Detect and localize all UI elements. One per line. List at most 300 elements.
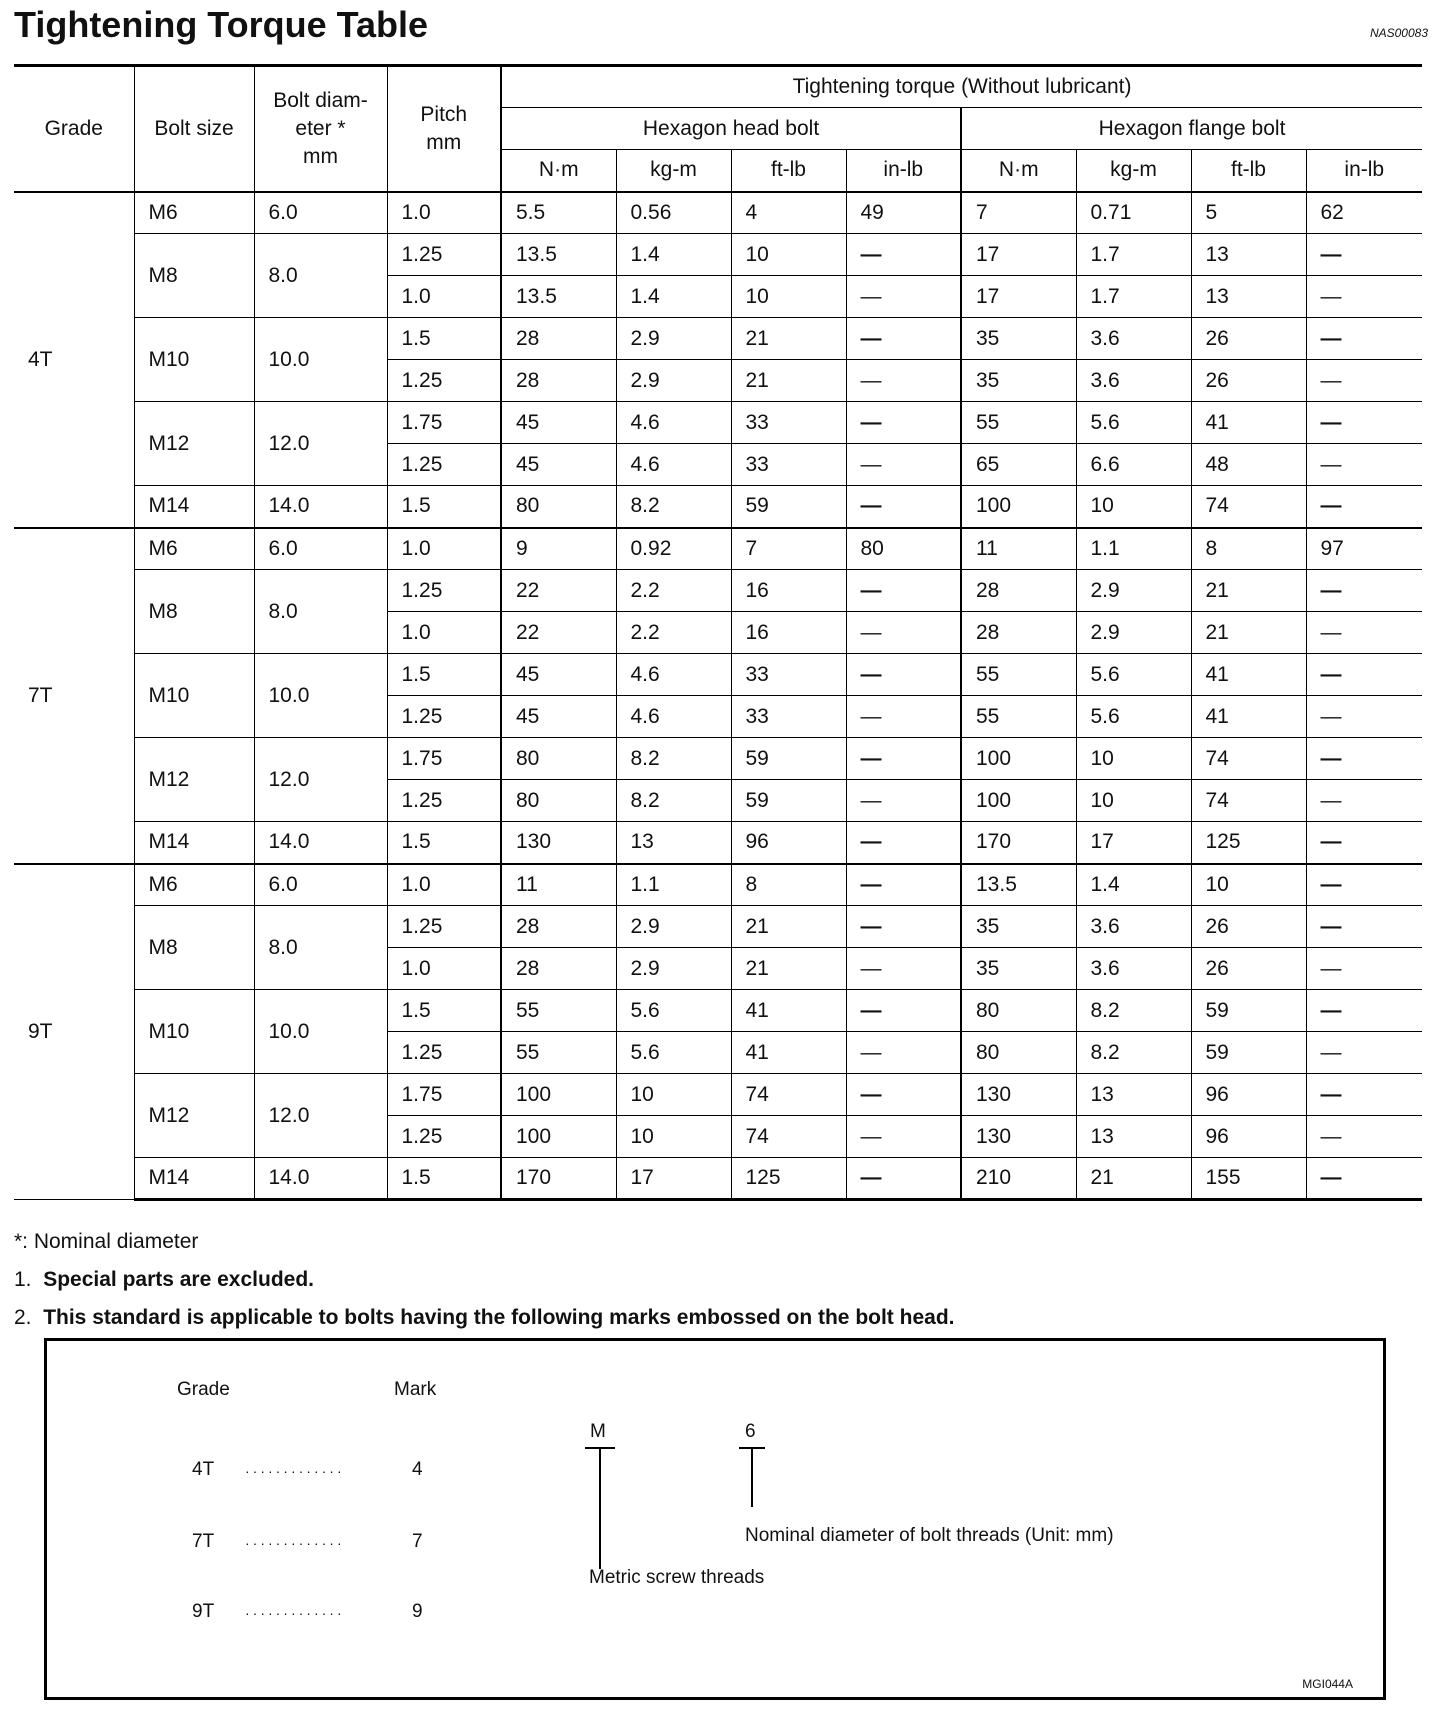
bolt-size-cell: M10 <box>134 654 254 738</box>
hex-head-value-cell: 13.5 <box>501 276 616 318</box>
hex-flange-value-cell: 26 <box>1191 906 1306 948</box>
table-row <box>14 570 1422 612</box>
hex-flange-value-cell: 80 <box>961 990 1076 1032</box>
hex-flange-value-cell: — <box>1306 234 1422 276</box>
header-unit: in-lb <box>1306 150 1422 192</box>
bolt-diameter-cell: 14.0 <box>254 1158 387 1200</box>
hex-flange-value-cell: 35 <box>961 360 1076 402</box>
table-row <box>14 822 1422 864</box>
hex-head-value-cell: 1.4 <box>616 276 731 318</box>
hex-head-value-cell: — <box>846 990 961 1032</box>
bolt-size-cell: M14 <box>134 822 254 864</box>
hex-head-value-cell: 4.6 <box>616 654 731 696</box>
bolt-diameter-cell: 10.0 <box>254 318 387 402</box>
hex-head-value-cell: 2.9 <box>616 318 731 360</box>
table-row <box>14 654 1422 696</box>
hex-head-value-cell: 4.6 <box>616 696 731 738</box>
hex-flange-value-cell: 1.1 <box>1076 528 1191 570</box>
hex-flange-value-cell: 28 <box>961 570 1076 612</box>
hex-head-value-cell: 5.6 <box>616 990 731 1032</box>
hex-flange-value-cell: 65 <box>961 444 1076 486</box>
hex-head-value-cell: 4.6 <box>616 444 731 486</box>
hex-head-value-cell: 170 <box>501 1158 616 1200</box>
bolt-marks-figure <box>44 1338 1386 1700</box>
hex-head-value-cell: — <box>846 570 961 612</box>
pitch-cell: 1.5 <box>387 486 501 528</box>
marks-mark: 4 <box>412 1459 423 1480</box>
note-number: 2. <box>14 1306 32 1329</box>
hex-flange-value-cell: — <box>1306 780 1422 822</box>
hex-head-value-cell: 28 <box>501 906 616 948</box>
page-title: Tightening Torque Table <box>14 4 428 45</box>
hex-flange-value-cell: 2.9 <box>1076 570 1191 612</box>
hex-flange-value-cell: 0.71 <box>1076 192 1191 234</box>
pitch-cell: 1.25 <box>387 696 501 738</box>
hex-head-value-cell: 80 <box>846 528 961 570</box>
bolt-diameter-cell: 12.0 <box>254 738 387 822</box>
header-unit: N·m <box>961 150 1076 192</box>
hex-flange-value-cell: 3.6 <box>1076 318 1191 360</box>
pitch-cell: 1.0 <box>387 864 501 906</box>
hex-head-value-cell: 1.4 <box>616 234 731 276</box>
nominal-label: Nominal diameter of bolt threads (Unit: mm) <box>745 1525 1114 1546</box>
hex-head-value-cell: 21 <box>731 360 846 402</box>
hex-head-value-cell: — <box>846 696 961 738</box>
hex-head-value-cell: 74 <box>731 1074 846 1116</box>
hex-head-value-cell: — <box>846 360 961 402</box>
hex-flange-value-cell: — <box>1306 906 1422 948</box>
bolt-size-cell: M10 <box>134 318 254 402</box>
note-1 <box>14 1268 314 1292</box>
hex-flange-value-cell: 48 <box>1191 444 1306 486</box>
hex-flange-value-cell: — <box>1306 1158 1422 1200</box>
header-unit: ft-lb <box>731 150 846 192</box>
hex-flange-value-cell: 170 <box>961 822 1076 864</box>
header-unit: kg-m <box>616 150 731 192</box>
hex-head-value-cell: 7 <box>731 528 846 570</box>
hex-head-value-cell: 28 <box>501 318 616 360</box>
grade-cell: 7T <box>14 528 134 864</box>
hex-flange-value-cell: 80 <box>961 1032 1076 1074</box>
hex-head-value-cell: 33 <box>731 402 846 444</box>
hex-head-value-cell: 33 <box>731 654 846 696</box>
bolt-size-cell: M8 <box>134 234 254 318</box>
hex-flange-value-cell: 13 <box>1076 1074 1191 1116</box>
bolt-diameter-cell: 10.0 <box>254 990 387 1074</box>
note-2 <box>14 1306 954 1330</box>
hex-flange-value-cell: — <box>1306 948 1422 990</box>
hex-head-value-cell: 41 <box>731 990 846 1032</box>
hex-head-value-cell: — <box>846 234 961 276</box>
hex-head-value-cell: 2.9 <box>616 948 731 990</box>
hex-head-value-cell: 45 <box>501 444 616 486</box>
pitch-cell: 1.5 <box>387 990 501 1032</box>
pitch-cell: 1.75 <box>387 738 501 780</box>
example-letter-leader <box>599 1447 601 1569</box>
hex-head-value-cell: 5.5 <box>501 192 616 234</box>
hex-flange-value-cell: — <box>1306 990 1422 1032</box>
hex-head-value-cell: — <box>846 1074 961 1116</box>
hex-head-value-cell: 11 <box>501 864 616 906</box>
bolt-diameter-cell: 8.0 <box>254 906 387 990</box>
pitch-cell: 1.25 <box>387 906 501 948</box>
hex-flange-value-cell: 74 <box>1191 780 1306 822</box>
bolt-size-cell: M6 <box>134 864 254 906</box>
pitch-cell: 1.25 <box>387 444 501 486</box>
hex-flange-value-cell: 26 <box>1191 948 1306 990</box>
hex-flange-value-cell: — <box>1306 360 1422 402</box>
table-row <box>14 318 1422 360</box>
hex-flange-value-cell: 41 <box>1191 696 1306 738</box>
hex-flange-value-cell: 17 <box>1076 822 1191 864</box>
hex-head-value-cell: 80 <box>501 738 616 780</box>
header-bolt-diameter: Bolt diam- eter * mm <box>254 66 387 192</box>
hex-flange-value-cell: 74 <box>1191 486 1306 528</box>
hex-flange-value-cell: 5.6 <box>1076 654 1191 696</box>
hex-flange-value-cell: 1.7 <box>1076 234 1191 276</box>
hex-flange-value-cell: 3.6 <box>1076 360 1191 402</box>
pitch-cell: 1.25 <box>387 234 501 276</box>
hex-head-value-cell: 22 <box>501 612 616 654</box>
pitch-cell: 1.0 <box>387 612 501 654</box>
header-unit: in-lb <box>846 150 961 192</box>
hex-head-value-cell: 16 <box>731 570 846 612</box>
bolt-diameter-cell: 14.0 <box>254 822 387 864</box>
table-row <box>14 1074 1422 1116</box>
footnote: *: Nominal diameter <box>14 1230 199 1253</box>
hex-flange-value-cell: 62 <box>1306 192 1422 234</box>
hex-flange-value-cell: 125 <box>1191 822 1306 864</box>
marks-mark: 9 <box>412 1601 423 1622</box>
hex-head-value-cell: 125 <box>731 1158 846 1200</box>
bolt-diameter-cell: 6.0 <box>254 864 387 906</box>
hex-head-value-cell: 80 <box>501 780 616 822</box>
hex-head-value-cell: 21 <box>731 318 846 360</box>
hex-head-value-cell: 16 <box>731 612 846 654</box>
hex-head-value-cell: 100 <box>501 1074 616 1116</box>
hex-head-value-cell: 96 <box>731 822 846 864</box>
hex-head-value-cell: — <box>846 654 961 696</box>
table-row <box>14 1158 1422 1200</box>
hex-flange-value-cell: 3.6 <box>1076 906 1191 948</box>
bolt-size-cell: M12 <box>134 1074 254 1158</box>
bolt-size-cell: M14 <box>134 486 254 528</box>
hex-flange-value-cell: 35 <box>961 948 1076 990</box>
bolt-diameter-cell: 12.0 <box>254 402 387 486</box>
pitch-cell: 1.5 <box>387 654 501 696</box>
bolt-size-cell: M6 <box>134 528 254 570</box>
hex-head-value-cell: 49 <box>846 192 961 234</box>
hex-head-value-cell: 10 <box>616 1116 731 1158</box>
table-row <box>14 528 1422 570</box>
hex-flange-value-cell: 5.6 <box>1076 402 1191 444</box>
marks-grade: 4T <box>192 1459 215 1480</box>
hex-head-value-cell: — <box>846 1158 961 1200</box>
hex-head-value-cell: 28 <box>501 360 616 402</box>
hex-head-value-cell: 130 <box>501 822 616 864</box>
hex-flange-value-cell: 59 <box>1191 1032 1306 1074</box>
table-row <box>14 486 1422 528</box>
hex-flange-value-cell: 13.5 <box>961 864 1076 906</box>
hex-flange-value-cell: 55 <box>961 654 1076 696</box>
hex-flange-value-cell: 130 <box>961 1074 1076 1116</box>
hex-flange-value-cell: 10 <box>1191 864 1306 906</box>
hex-head-value-cell: 59 <box>731 486 846 528</box>
hex-head-value-cell: — <box>846 738 961 780</box>
hex-flange-value-cell: 130 <box>961 1116 1076 1158</box>
hex-flange-value-cell: 35 <box>961 318 1076 360</box>
header-hex-flange: Hexagon flange bolt <box>961 108 1422 150</box>
marks-grade-header: Grade <box>177 1379 230 1400</box>
header-torque-group: Tightening torque (Without lubricant) <box>501 66 1422 108</box>
hex-head-value-cell: 4 <box>731 192 846 234</box>
marks-mark: 7 <box>412 1531 423 1552</box>
hex-head-value-cell: — <box>846 1032 961 1074</box>
hex-flange-value-cell: 100 <box>961 738 1076 780</box>
bolt-size-cell: M14 <box>134 1158 254 1200</box>
pitch-cell: 1.25 <box>387 1032 501 1074</box>
header-unit: N·m <box>501 150 616 192</box>
hex-flange-value-cell: — <box>1306 822 1422 864</box>
hex-flange-value-cell: 96 <box>1191 1116 1306 1158</box>
hex-head-value-cell: 10 <box>616 1074 731 1116</box>
bolt-diameter-cell: 14.0 <box>254 486 387 528</box>
hex-head-value-cell: 8.2 <box>616 780 731 822</box>
hex-flange-value-cell: 28 <box>961 612 1076 654</box>
hex-flange-value-cell: 8.2 <box>1076 1032 1191 1074</box>
bolt-size-cell: M12 <box>134 402 254 486</box>
hex-flange-value-cell: 41 <box>1191 402 1306 444</box>
hex-head-value-cell: — <box>846 612 961 654</box>
pitch-cell: 1.5 <box>387 822 501 864</box>
hex-flange-value-cell: 7 <box>961 192 1076 234</box>
note-text: Special parts are excluded. <box>43 1268 314 1291</box>
marks-leader: ············· <box>245 1605 345 1621</box>
hex-head-value-cell: 9 <box>501 528 616 570</box>
hex-flange-value-cell: — <box>1306 1032 1422 1074</box>
hex-flange-value-cell: — <box>1306 612 1422 654</box>
bolt-size-cell: M12 <box>134 738 254 822</box>
header-unit: kg-m <box>1076 150 1191 192</box>
hex-head-value-cell: 4.6 <box>616 402 731 444</box>
hex-flange-value-cell: 96 <box>1191 1074 1306 1116</box>
table-row <box>14 864 1422 906</box>
hex-flange-value-cell: — <box>1306 444 1422 486</box>
hex-flange-value-cell: 17 <box>961 276 1076 318</box>
hex-head-value-cell: 13.5 <box>501 234 616 276</box>
hex-flange-value-cell: — <box>1306 696 1422 738</box>
hex-head-value-cell: 0.92 <box>616 528 731 570</box>
table-row <box>14 234 1422 276</box>
header-unit: ft-lb <box>1191 150 1306 192</box>
hex-flange-value-cell: 35 <box>961 906 1076 948</box>
bolt-diameter-cell: 6.0 <box>254 528 387 570</box>
bolt-diameter-cell: 12.0 <box>254 1074 387 1158</box>
bolt-size-cell: M8 <box>134 906 254 990</box>
hex-head-value-cell: 2.2 <box>616 612 731 654</box>
hex-flange-value-cell: 8.2 <box>1076 990 1191 1032</box>
grade-cell: 9T <box>14 864 134 1200</box>
hex-head-value-cell: 80 <box>501 486 616 528</box>
hex-flange-value-cell: 1.4 <box>1076 864 1191 906</box>
torque-table <box>14 64 1422 1201</box>
example-number-leader <box>751 1447 753 1507</box>
hex-head-value-cell: — <box>846 864 961 906</box>
hex-head-value-cell: — <box>846 486 961 528</box>
hex-head-value-cell: 0.56 <box>616 192 731 234</box>
hex-flange-value-cell: 5.6 <box>1076 696 1191 738</box>
grade-cell: 4T <box>14 192 134 528</box>
hex-flange-value-cell: 74 <box>1191 738 1306 780</box>
marks-grade: 9T <box>192 1601 215 1622</box>
hex-flange-value-cell: 21 <box>1191 612 1306 654</box>
hex-flange-value-cell: — <box>1306 1074 1422 1116</box>
figure-id: MGI044A <box>1302 1677 1353 1691</box>
bolt-diameter-cell: 8.0 <box>254 234 387 318</box>
hex-head-value-cell: 55 <box>501 1032 616 1074</box>
hex-head-value-cell: 55 <box>501 990 616 1032</box>
marks-mark-header: Mark <box>394 1379 437 1400</box>
bolt-diameter-cell: 6.0 <box>254 192 387 234</box>
pitch-cell: 1.25 <box>387 360 501 402</box>
pitch-cell: 1.0 <box>387 528 501 570</box>
hex-flange-value-cell: 97 <box>1306 528 1422 570</box>
hex-head-value-cell: 59 <box>731 780 846 822</box>
hex-flange-value-cell: 10 <box>1076 486 1191 528</box>
hex-flange-value-cell: 100 <box>961 780 1076 822</box>
hex-head-value-cell: 41 <box>731 1032 846 1074</box>
hex-flange-value-cell: 13 <box>1076 1116 1191 1158</box>
hex-flange-value-cell: — <box>1306 570 1422 612</box>
hex-head-value-cell: 21 <box>731 906 846 948</box>
hex-flange-value-cell: 5 <box>1191 192 1306 234</box>
hex-flange-value-cell: 3.6 <box>1076 948 1191 990</box>
bolt-diameter-cell: 10.0 <box>254 654 387 738</box>
table-row <box>14 402 1422 444</box>
hex-flange-value-cell: 26 <box>1191 360 1306 402</box>
hex-head-value-cell: — <box>846 444 961 486</box>
marks-leader: ············· <box>245 1535 345 1551</box>
note-text: This standard is applicable to bolts having the following marks embossed on the bolt head. <box>43 1306 955 1329</box>
metric-label: Metric screw threads <box>589 1567 765 1588</box>
marks-leader: ············· <box>245 1463 345 1479</box>
hex-flange-value-cell: 59 <box>1191 990 1306 1032</box>
hex-flange-value-cell: 10 <box>1076 780 1191 822</box>
pitch-cell: 1.75 <box>387 1074 501 1116</box>
hex-flange-value-cell: — <box>1306 654 1422 696</box>
bolt-size-cell: M6 <box>134 192 254 234</box>
pitch-cell: 1.0 <box>387 948 501 990</box>
hex-head-value-cell: 2.2 <box>616 570 731 612</box>
hex-head-value-cell: 45 <box>501 696 616 738</box>
bolt-diameter-cell: 8.0 <box>254 570 387 654</box>
table-row <box>14 738 1422 780</box>
pitch-cell: 1.5 <box>387 1158 501 1200</box>
example-letter: M <box>590 1421 606 1442</box>
marks-grade: 7T <box>192 1531 215 1552</box>
example-number: 6 <box>745 1421 756 1442</box>
hex-flange-value-cell: 155 <box>1191 1158 1306 1200</box>
hex-head-value-cell: 74 <box>731 1116 846 1158</box>
hex-head-value-cell: 5.6 <box>616 1032 731 1074</box>
pitch-cell: 1.0 <box>387 276 501 318</box>
hex-head-value-cell: 2.9 <box>616 360 731 402</box>
hex-head-value-cell: 45 <box>501 402 616 444</box>
hex-head-value-cell: 1.1 <box>616 864 731 906</box>
hex-head-value-cell: 22 <box>501 570 616 612</box>
hex-flange-value-cell: 6.6 <box>1076 444 1191 486</box>
pitch-cell: 1.0 <box>387 192 501 234</box>
hex-head-value-cell: 28 <box>501 948 616 990</box>
hex-flange-value-cell: 21 <box>1191 570 1306 612</box>
pitch-cell: 1.25 <box>387 1116 501 1158</box>
hex-flange-value-cell: 13 <box>1191 276 1306 318</box>
hex-head-value-cell: — <box>846 822 961 864</box>
hex-head-value-cell: 2.9 <box>616 906 731 948</box>
pitch-cell: 1.25 <box>387 570 501 612</box>
hex-flange-value-cell: 13 <box>1191 234 1306 276</box>
hex-flange-value-cell: 11 <box>961 528 1076 570</box>
hex-head-value-cell: 8.2 <box>616 738 731 780</box>
table-row <box>14 192 1422 234</box>
hex-flange-value-cell: 55 <box>961 696 1076 738</box>
bolt-size-cell: M8 <box>134 570 254 654</box>
hex-head-value-cell: 13 <box>616 822 731 864</box>
hex-flange-value-cell: — <box>1306 1116 1422 1158</box>
hex-flange-value-cell: — <box>1306 276 1422 318</box>
hex-flange-value-cell: — <box>1306 402 1422 444</box>
hex-head-value-cell: — <box>846 402 961 444</box>
header-pitch: Pitch mm <box>387 66 501 192</box>
hex-flange-value-cell: — <box>1306 318 1422 360</box>
table-row <box>14 906 1422 948</box>
hex-head-value-cell: 10 <box>731 276 846 318</box>
hex-head-value-cell: 10 <box>731 234 846 276</box>
hex-flange-value-cell: 8 <box>1191 528 1306 570</box>
bolt-size-cell: M10 <box>134 990 254 1074</box>
hex-head-value-cell: — <box>846 1116 961 1158</box>
hex-flange-value-cell: — <box>1306 486 1422 528</box>
doc-id: NAS00083 <box>1369 26 1428 40</box>
hex-head-value-cell: 33 <box>731 444 846 486</box>
note-number: 1. <box>14 1268 32 1291</box>
hex-flange-value-cell: 41 <box>1191 654 1306 696</box>
table-row <box>14 990 1422 1032</box>
hex-head-value-cell: 100 <box>501 1116 616 1158</box>
hex-head-value-cell: 8 <box>731 864 846 906</box>
hex-head-value-cell: 59 <box>731 738 846 780</box>
hex-head-value-cell: 45 <box>501 654 616 696</box>
torque-table-body <box>14 192 1422 1200</box>
hex-head-value-cell: — <box>846 276 961 318</box>
hex-head-value-cell: — <box>846 318 961 360</box>
hex-head-value-cell: — <box>846 948 961 990</box>
header-hex-head: Hexagon head bolt <box>501 108 961 150</box>
header-grade: Grade <box>14 66 134 192</box>
hex-flange-value-cell: 26 <box>1191 318 1306 360</box>
hex-flange-value-cell: 55 <box>961 402 1076 444</box>
hex-flange-value-cell: 17 <box>961 234 1076 276</box>
hex-head-value-cell: 8.2 <box>616 486 731 528</box>
hex-head-value-cell: — <box>846 906 961 948</box>
hex-head-value-cell: 33 <box>731 696 846 738</box>
hex-head-value-cell: — <box>846 780 961 822</box>
hex-flange-value-cell: 2.9 <box>1076 612 1191 654</box>
pitch-cell: 1.5 <box>387 318 501 360</box>
hex-head-value-cell: 21 <box>731 948 846 990</box>
hex-flange-value-cell: 210 <box>961 1158 1076 1200</box>
pitch-cell: 1.75 <box>387 402 501 444</box>
